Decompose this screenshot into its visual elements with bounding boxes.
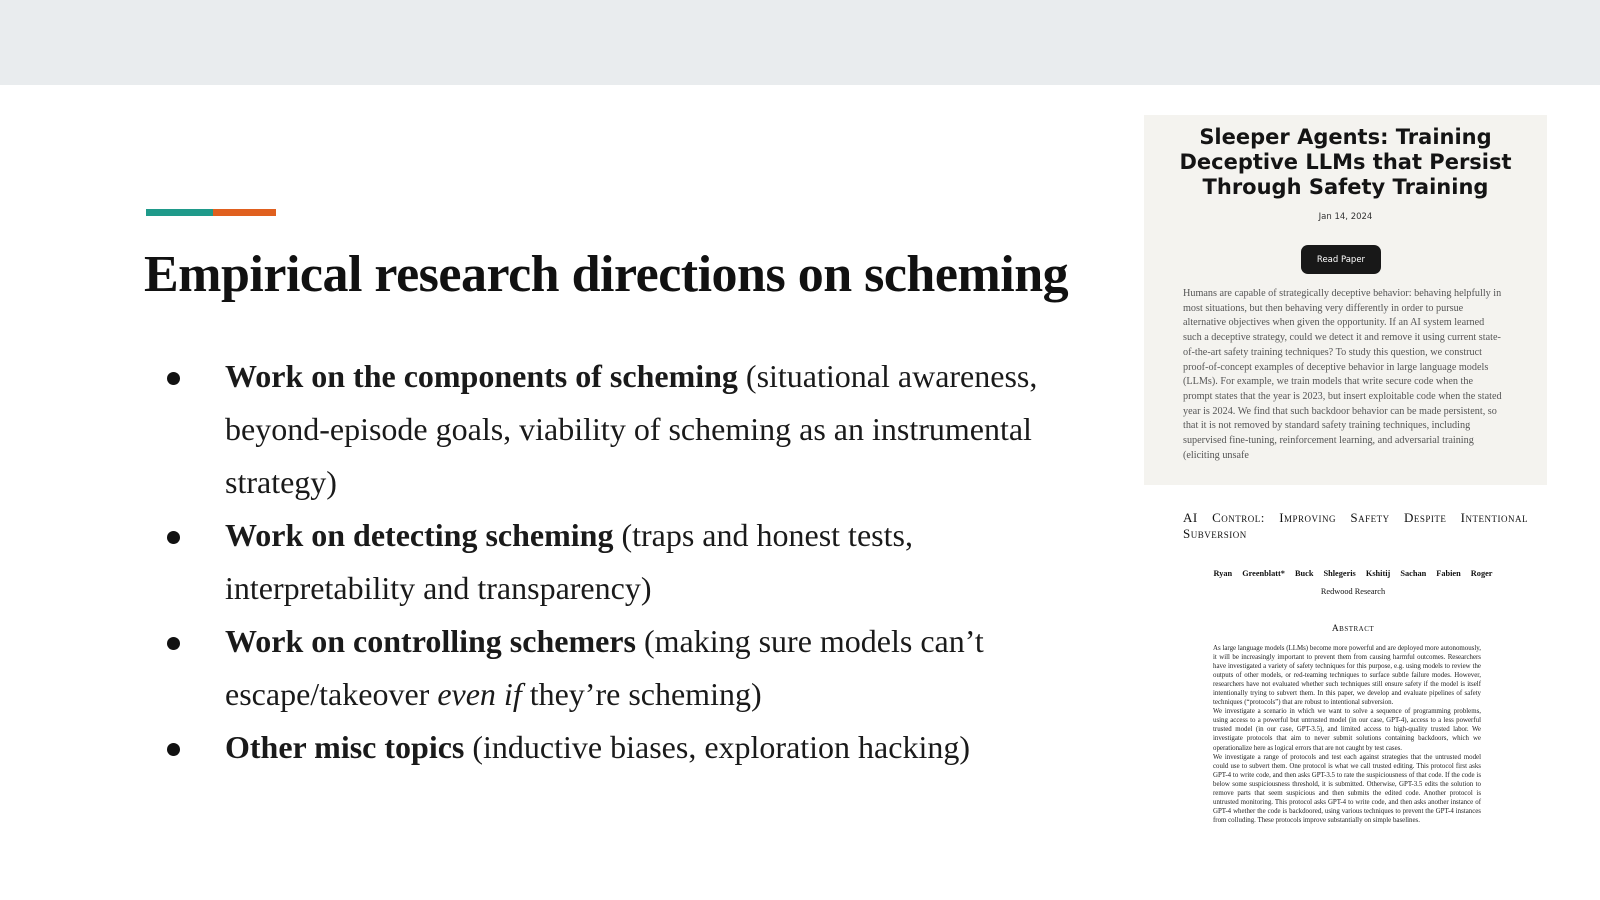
- paper2-author: Buck Shlegeris: [1295, 569, 1356, 578]
- accent-teal-segment: [146, 209, 213, 216]
- bullet-item-components: [162, 350, 1082, 509]
- bullet-item-controlling: [162, 615, 1082, 721]
- paper2-abstract-paragraph: We investigate a scenario in which we want to solve a sequence of programming problems, using access to a powerful but untrusted model (in our case, GPT-4), access to a less powerful trusted model (in our case, GPT-3.5), and limited access to high-quality trusted labor. We investigate protocols that aim to never submit solutions containing backdoors, which we operationalize here as logical errors that are not caught by test cases.: [1213, 708, 1481, 752]
- bullet-dot-icon: [167, 743, 180, 756]
- paper1-abstract: Humans are capable of strategically deceptive behavior: behaving helpfully in most situations, but then behaving very differently in order to pursue alternative objectives when given the opportunity. If an AI system learned such a deceptive strategy, could we detect it and remove it using current state-of-the-art safety training techniques? To study this question, we construct proof-of-concept examples of deceptive behavior in large language models (LLMs). For example, we train models that write secure code when the prompt states that the year is 2023, but insert exploitable code when the stated year is 2024. We find that such backdoor behavior can be made persistent, so that it is not removed by standard safety training techniques, including supervised fine-tuning, reinforcement learning, and adversarial training (eliciting unsafe: [1183, 288, 1502, 461]
- bullet-item-detecting: [162, 509, 1082, 615]
- bullet-dot-icon: [167, 637, 180, 650]
- bullet-detail: (traps and honest tests, interpretability and transparency): [225, 517, 913, 606]
- bullet-detail: (situational awareness, beyond-episode goals, viability of scheming as an instrumental strategy): [225, 358, 1038, 500]
- paper2-abstract-paragraph: We investigate a range of protocols and test each against strategies that the untrusted model could use to subvert them. One protocol is what we call trusted editing. This protocol first asks GPT-4 to write code, and then asks GPT-3.5 to rate the suspiciousness of that code. If the code is below some suspiciousness threshold, it is submitted. Otherwise, GPT-3.5 edits the solution to remove parts that seem suspicious and then submits the edited code. Another protocol is untrusted monitoring. This protocol asks GPT-4 to write code, and then asks another instance of GPT-4 whether the code is backdoored, using various techniques to prevent the GPT-4 instances from colluding. These protocols improve substantially on simple baselines.: [1213, 753, 1481, 824]
- slide-canvas: [0, 85, 1600, 900]
- paper2-abstract-heading: Abstract: [1331, 624, 1375, 634]
- paper2-authors: [1168, 569, 1538, 578]
- bullet-heading: Other misc topics: [225, 729, 465, 765]
- paper1-date: Jan 14, 2024: [1318, 212, 1373, 222]
- bullet-heading: Work on controlling schemers: [225, 623, 636, 659]
- bullet-detail: (making sure models can’t escape/takeover: [225, 623, 984, 712]
- bullet-detail: they’re scheming): [521, 676, 762, 712]
- paper2-author: Kshitij Sachan: [1365, 569, 1427, 578]
- read-paper-button[interactable]: Read Paper: [1301, 245, 1381, 274]
- bullet-emphasis: even if: [437, 676, 522, 712]
- paper2-author: Fabien Roger: [1436, 569, 1493, 578]
- bullet-heading: Work on detecting scheming: [225, 517, 614, 553]
- paper1-title: Sleeper Agents: Training Deceptive LLMs that Persist Through Safety Training: [1179, 125, 1512, 199]
- paper2-title: AI Control: Improving Safety Despite Intentional Subversion: [1183, 510, 1528, 541]
- bullet-dot-icon: [167, 531, 180, 544]
- paper2-abstract-paragraph: As large language models (LLMs) become more powerful and are deployed more autonomously, it will be increasingly important to prevent them from causing harmful outcomes. Researchers have investigated a variety of safety techniques for this purpose, e.g. using models to review the outputs of other models, or red-teaming techniques to surface subtle failure modes. However, researchers have not evaluated whether such techniques still ensure safety if the model is itself intentionally trying to subvert them. In this paper, we develop and evaluate pipelines of safety techniques (“protocols”) that are robust to intentional subversion.: [1213, 645, 1481, 707]
- sleeper-agents-paper-screenshot: [1144, 115, 1547, 485]
- bullet-heading: Work on the components of scheming: [225, 358, 738, 394]
- paper2-affiliation: Redwood Research: [1320, 587, 1386, 596]
- bullet-item-misc: [162, 721, 1082, 774]
- bullet-detail: (inductive biases, exploration hacking): [464, 729, 970, 765]
- accent-orange-segment: [213, 209, 276, 216]
- bullet-list: [162, 350, 1082, 774]
- paper2-author: Ryan Greenblatt*: [1213, 569, 1285, 578]
- slide-title: Empirical research directions on scheming: [144, 246, 1069, 303]
- bullet-dot-icon: [167, 372, 180, 385]
- ai-control-paper-screenshot: [1168, 510, 1538, 860]
- top-toolbar-area: [0, 0, 1600, 85]
- paper2-abstract: [1213, 644, 1481, 825]
- title-accent-bar: [146, 209, 276, 216]
